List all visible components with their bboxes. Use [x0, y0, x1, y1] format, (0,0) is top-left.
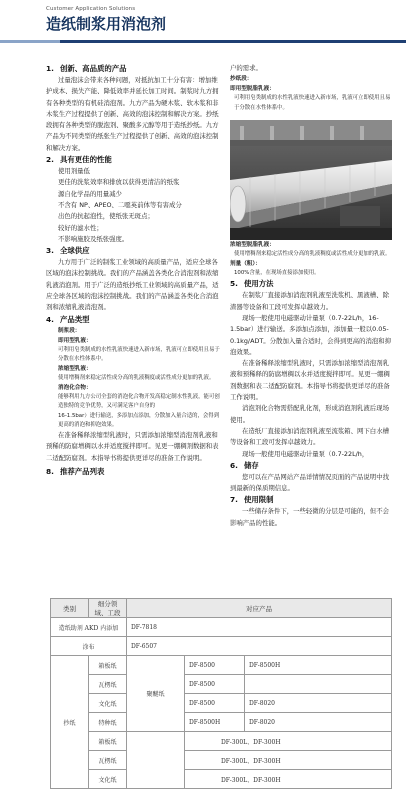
section-3-heading: 3. 全球供应: [46, 246, 90, 256]
header-rule-dark: [60, 40, 406, 43]
table-header-category: 类别: [51, 599, 89, 618]
section-4-body: 在准备稀释浓缩型乳液时，只需添加浓缩型消泡剂乳液和预稀的防腐增稠以水并适度搅拌即可。见更一绷稠剂数据和表二适配防腐剂。本指导书将提供更详尽的准备工作说明。: [46, 431, 219, 462]
type-label-concentrate: 浓缩型乳液：: [58, 366, 92, 373]
table-cell-paper-name: 箱板纸: [89, 732, 127, 751]
section-5-p3: 在准备稀释浓缩型乳液时，只需添加浓缩型消泡剂乳液和预稀释的防腐增稠以水并适度搅拌即可。见更一绷稠剂数据和表二适配防腐剂。本指导书将提供更详尽的准备工作说明。: [230, 359, 390, 402]
table-cell-product: DF-8500: [185, 656, 245, 675]
section-8-heading: 8. 推荐产品列表: [46, 466, 105, 476]
left-column: [46, 63, 222, 478]
paper-machine-photo: [230, 120, 392, 240]
type-text-compound: 能够利用九方公司全套的消泡化合物开发高稳定制水性乳液，能可创造独特的竞争优势，又可满足客户自身的: [58, 394, 220, 410]
right-column-top: [230, 63, 392, 113]
conc-emulsion-text: 使用增稠剂来稳定活性成分高的乳液稠度或活性成分更加的乳液。: [234, 251, 391, 257]
section-6-body: 您可以在产品网站产品详情情况页面的产品说明中找到最新的保质期信息。: [230, 472, 389, 493]
dosage-label: 剂量（粗）：: [230, 261, 261, 268]
table-row: [51, 751, 392, 770]
table-cell-product: DF-300L、DF-300H: [185, 751, 392, 770]
table-cell-paper-name: 瓦楞纸: [89, 751, 127, 770]
perf-item: 使用剂量低: [58, 167, 90, 176]
conc-emulsion-label: 浓缩型脱脂乳液：: [230, 242, 275, 248]
table-cell-product: DF-8500H: [245, 656, 392, 675]
table-row: [51, 713, 392, 732]
cont-text: 户的需求。: [230, 64, 262, 72]
table-row: [51, 770, 392, 789]
table-row: [51, 732, 392, 751]
table-cell-product: [245, 675, 392, 694]
perf-item: 不含有 NP、APEO、二噁英前体等有害成分: [58, 200, 182, 209]
ready-emulsion-label: 即用型脱脂乳液：: [230, 86, 275, 93]
table-header-row: [51, 599, 392, 618]
table-cell-empty: [127, 732, 185, 789]
product-table: [50, 598, 392, 789]
page-title: 造纸制浆用消泡剂: [46, 15, 167, 33]
table-cell-product: DF-7818: [127, 618, 392, 637]
table-row: [51, 637, 392, 656]
section-5-p6: 现场一般使用电磁驱动计量泵（0.7-22L/h，: [242, 449, 369, 458]
type-text-compound-cont: 16-1.5bar）进行输送，多添加点添加，分散加入量合适的，会得到更高的消泡和抑泡效果。: [58, 412, 220, 428]
type-label-compound: 消泡化合物：: [58, 385, 92, 392]
table-header-product: 对应产品: [127, 599, 392, 618]
section-7-heading: 7. 使用限制: [230, 495, 274, 505]
section-5-p1: 在制浆厂直接添加消泡剂乳液至洗浆机、黑液槽、除渣器等设备和工段可发挥卓越效力。: [230, 291, 389, 311]
table-cell-product: DF-8020: [245, 694, 392, 713]
table-row: [51, 675, 392, 694]
section-7-body: 一些储存条件下，一些轻微的分层是可能的，但不会影响产品的性能。: [230, 507, 389, 527]
dosage-text: 100%含量，在现场直接添加使用。: [234, 270, 320, 277]
section-6-heading: 6. 储存: [230, 460, 259, 470]
type-text-ready: 可利用皂类制成的水性乳液快速进入新市场，乳液可立即使用且易于分散在水性体系中。: [58, 346, 220, 362]
table-cell-paper-group: 抄纸: [51, 656, 89, 789]
perf-item: 源自化学品的用量减少: [58, 189, 122, 198]
table-header-segment: 细分领域、工段: [89, 599, 127, 618]
section-1-heading: 1. 创新、高品质的产品: [46, 64, 127, 73]
table-cell-paper-name: 特种纸: [89, 713, 127, 732]
table-row: [51, 694, 392, 713]
table-cell-category: 造纸助剂 AKD 内添加: [51, 618, 127, 637]
perf-item: 不影响施胶及纸张强度。: [58, 234, 129, 243]
section-3-body: 九方用于广泛的制浆工业领域的高质量产品，适应全球各区域的泡沫控制挑战。我们的产品涵盖各类化合消泡剂和浓缩乳液消泡剂。用于广泛的造纸抄纸工业领域的高质量产品，适应全球各区域的泡沫控制挑战。我们的产品涵盖各类化合消泡剂和浓缩乳液消泡剂。: [46, 258, 219, 312]
table-cell-paper-name: 文化纸: [89, 770, 127, 789]
section-5-p2: 现场一般使用电磁驱动计量泵（0.7-22L/h，16-1.5bar）进行输送。多添加点添加，添加量一般以0.05-0.1kg/ADT。分散加入量合适时，会得到更高的消泡和抑泡效果。: [230, 314, 392, 356]
perf-item: 较好的滤水性；: [58, 223, 103, 232]
header-rule-light: [0, 40, 60, 43]
section-5-heading: 5. 使用方法: [230, 279, 274, 289]
table-cell-product: DF-8020: [245, 713, 392, 732]
table-cell-paper-name: 瓦楞纸: [89, 675, 127, 694]
table-cell-product: DF-300L、DF-300H: [185, 770, 392, 789]
table-cell-product: DF-8500: [185, 675, 245, 694]
section-5-p5: 在造纸厂直接添加消泡剂乳液至流浆箱、网下白水槽等设备和工段可发挥卓越效力。: [230, 426, 389, 447]
type-label-pulping: 制浆段：: [58, 327, 81, 334]
papermaking-label: 抄纸段：: [230, 76, 253, 83]
table-cell-paper-name: 文化纸: [89, 694, 127, 713]
table-row: [51, 656, 392, 675]
table-cell-emulsion-label: 聚醚纸: [127, 656, 185, 732]
section-4-heading: 4. 产品类型: [46, 314, 90, 324]
table-cell-paper-name: 箱板纸: [89, 656, 127, 675]
section-5-p4: 消泡剂化合物需搭配乳化剂，形成消泡剂乳液后现场使用。: [230, 404, 389, 424]
right-column: [230, 240, 392, 529]
section-1-body: 过量泡沫会带来各种问题，对抵抗加工十分有害：增加维护成本、损失产能、降低效率并延长加工时间。制浆时九方拥有各种类型的有机硅消泡剂。九方产品为硬木浆、软木浆和非木浆生产过程提供了创新、高效的泡沫控制和解决方案。抄纸段拥有各种类型的脱泡剂、聚酸多元醇等用于造纸抄纸。九方产品为不同类型的纸张生产过程提供了创新、高效的泡沫控制和解决方案。: [46, 76, 219, 152]
type-text-concentrate: 使用增稠剂来稳定活性成分高的乳液稠度或活性成分更加的乳液。: [58, 375, 215, 382]
table-cell-product: DF-8500H: [185, 713, 245, 732]
type-label-ready: 即用型乳液：: [58, 337, 92, 344]
table-cell-category: 涂布: [51, 637, 127, 656]
ready-emulsion-text: 可利用皂类制成的水性乳液快速进入新市场，乳液可立即使用且易于分散在水性体系中。: [234, 95, 391, 111]
section-2-heading: 2. 具有更佳的性能: [46, 155, 112, 165]
paper-machine-illustration: [230, 120, 392, 240]
table-row: [51, 618, 392, 637]
perf-item: 出色的抗起泡性，使纸张无斑点；: [58, 212, 154, 221]
table-cell-product: DF-8500: [185, 694, 245, 713]
table-cell-product: DF-6507: [127, 637, 392, 656]
table-cell-product: DF-300L、DF-300H: [185, 732, 392, 751]
perf-item: 更佳的洗浆效率和排放以获得更清洁的纸浆: [58, 178, 180, 187]
header-subtitle: Customer Application Solutions: [46, 6, 136, 12]
